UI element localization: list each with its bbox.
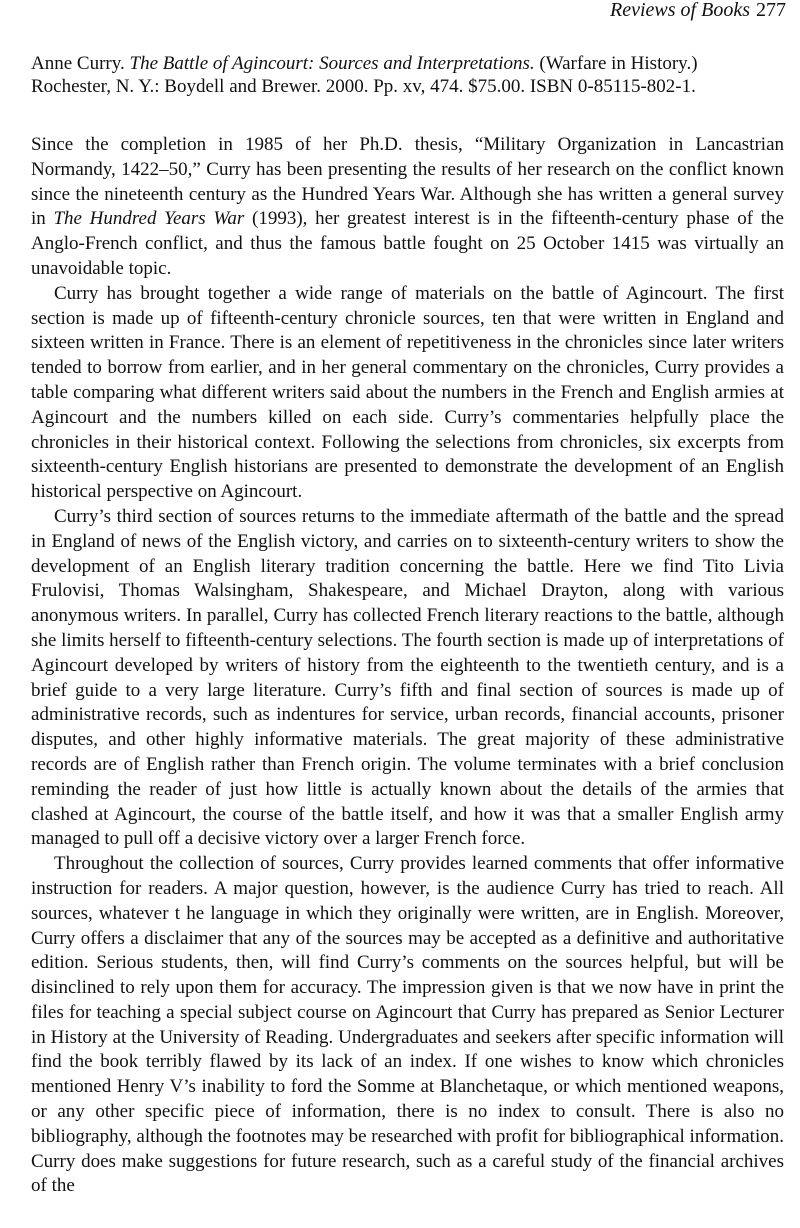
running-head-title: Reviews of Books [610,0,750,21]
paragraph-text: Since the completion in 1985 of her Ph.D. thesis, “Military Organization in Lancastrian Normandy, 1422–50,” Curry has been presenting the results of her research on the conflict known since the nineteenth century as the Hundred Years War. Although she has written a general survey in [31,134,784,230]
citation-author: Anne Curry. [31,53,125,74]
running-head [610,0,786,23]
book-citation [31,52,779,98]
review-paragraph [31,133,784,282]
review-paragraph: Curry has brought together a wide range of materials on the battle of Agincourt. The first section is made up of fifteenth-century chronicle sources, ten that were written in England and sixteen written in France. There is an element of repetitiveness in the chronicles since later writers tended to borrow from earlier, and in her general commentary on the chronicles, Curry provides a table comparing what different writers said about the numbers in the French and English armies at Agincourt and the numbers killed on each side. Curry’s commentaries helpfully place the chronicles in their historical context. Following the selections from chronicles, six excerpts from sixteenth-century English historians are presented to demonstrate the development of an English historical perspective on Agincourt. [31,282,784,503]
citation-book-title: The Battle of Agincourt: Sources and Interpretations. [129,53,535,74]
page-number: 277 [756,0,786,21]
citation-series: (Warfare in History.) [539,53,698,74]
review-paragraph: Curry’s third section of sources returns to the immediate aftermath of the battle and the spread in England of news of the English victory, and carries on to sixteenth-century writers to show the development of an English literary tradition concerning the battle. Here we find Tito Livia Frulovisi, Thomas Walsingham, Shakespeare, and Michael Drayton, along with various anonymous writers. In parallel, Curry has collected French literary reactions to the battle, although she limits herself to fifteenth-century selections. The fourth section is made up of interpretations of Agincourt developed by writers of history from the eighteenth to the twentieth century, and is a brief guide to a very large literature. Curry’s fifth and final section of sources is made up of administrative records, such as indentures for service, urban records, financial accounts, prisoner disputes, and other highly informative materials. The great majority of these administrative records are of English rather than French origin. The volume terminates with a brief conclusion reminding the reader of just how little is actually known about the details of the armies that clashed at Agincourt, the course of the battle itself, and how it was that a smaller English army managed to pull off a decisive victory over a larger French force. [31,505,784,850]
review-paragraph: Throughout the collection of sources, Curry provides learned comments that offer informative instruction for readers. A major question, however, is the audience Curry has tried to reach. All sources, whatever t he language in which they originally were written, are in English. Moreover, Curry offers a disclaimer that any of the sources may be accepted as a definitive and authoritative edition. Serious students, then, will find Curry’s comments on the sources helpful, but will be disinclined to rely upon them for accuracy. The impression given is that we now have in print the files for teaching a special subject course on Agincourt that Curry has prepared as Senior Lecturer in History at the University of Reading. Undergraduates and seekers after specific information will find the book terribly flawed by its lack of an index. If one wishes to know which chronicles mentioned Henry V’s inability to ford the Somme at Blanchetaque, or which mentioned weapons, or any other specific piece of information, there is no index to consult. There is also no bibliography, although the footnotes may be researched with profit for bibliographical information. Curry does make suggestions for future research, such as a careful study of the financial archives of the [31,853,784,1197]
paragraph-text: (1993), her greatest interest is in the fifteenth-century phase of the Anglo-French conflict, and thus the famous battle fought on 25 October 1415 was virtually an unavoidable topic. [31,208,784,279]
review-body [31,133,784,1199]
citation-publication: Rochester, N. Y.: Boydell and Brewer. 2000. Pp. xv, 474. $75.00. ISBN 0-85115-802-1. [31,76,696,97]
cited-book-title: The Hundred Years War [53,208,245,230]
